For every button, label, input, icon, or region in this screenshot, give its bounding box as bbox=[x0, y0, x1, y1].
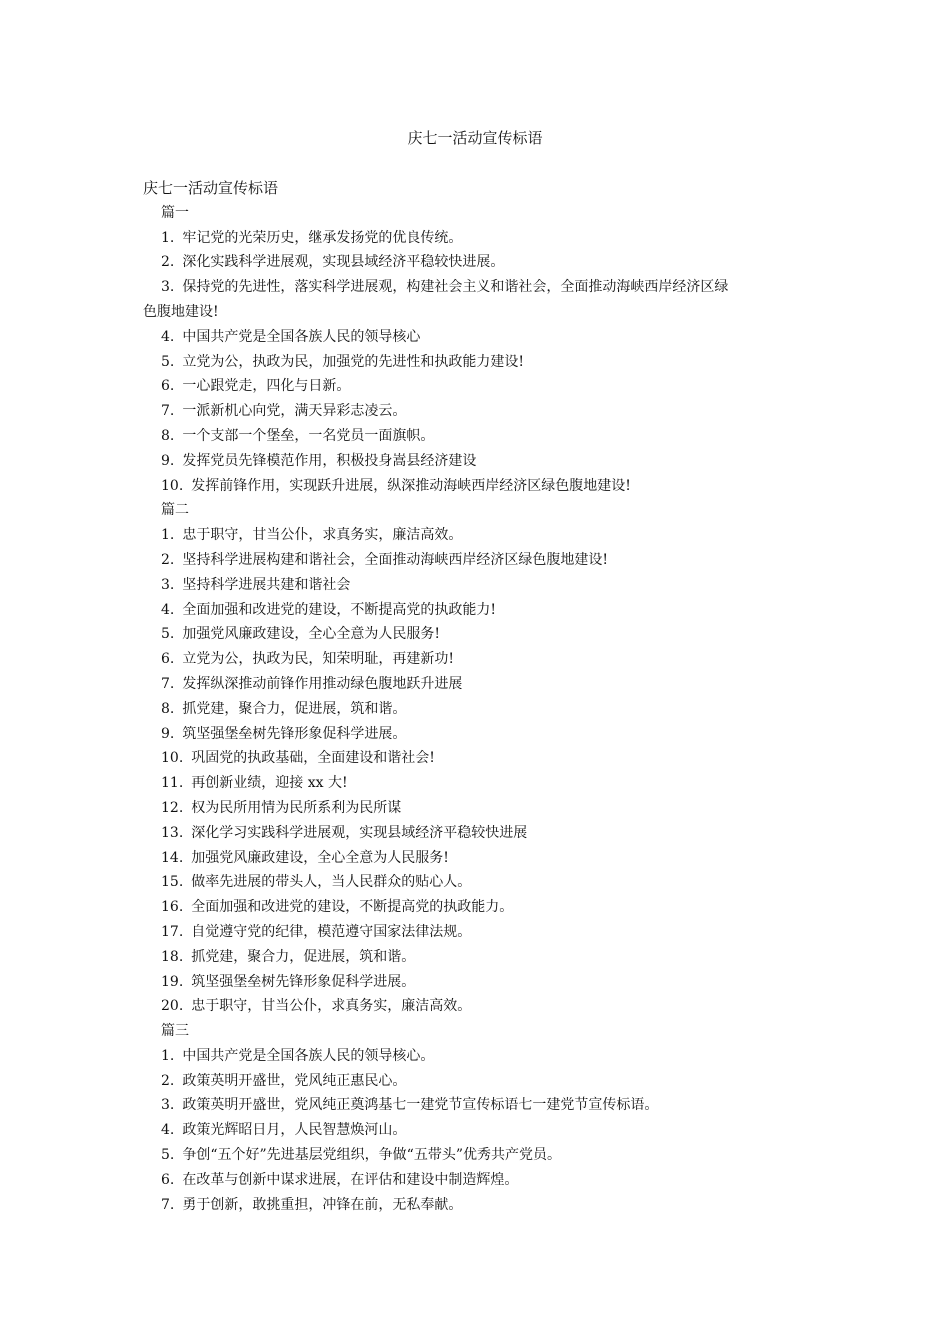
item-text: 全面加强和改进党的建设，不断提高党的执政能力! bbox=[182, 601, 496, 618]
item-number: 17. bbox=[161, 923, 184, 940]
list-item bbox=[143, 250, 815, 275]
item-text: 深化实践科学进展观，实现县域经济平稳较快进展。 bbox=[182, 254, 505, 271]
item-number: 3. bbox=[161, 1097, 175, 1114]
item-text: 巩固党的执政基础，全面建设和谐社会! bbox=[191, 750, 435, 767]
list-item bbox=[143, 1168, 815, 1193]
item-text: 深化学习实践科学进展观，实现县域经济平稳较快进展 bbox=[191, 824, 528, 841]
item-number: 11. bbox=[161, 775, 184, 792]
item-text: 发挥纵深推动前锋作用推动绿色腹地跃升进展 bbox=[182, 675, 463, 692]
item-text: 中国共产党是全国各族人民的领导核心 bbox=[182, 328, 421, 345]
list-item bbox=[143, 821, 815, 846]
list-item bbox=[143, 722, 815, 747]
item-text: 自觉遵守党的纪律，模范遵守国家法律法规。 bbox=[191, 923, 472, 940]
item-text: 政策英明开盛世，党风纯正奠鸿基七一建党节宣传标语七一建党节宣传标语。 bbox=[182, 1097, 659, 1114]
item-text: 坚持科学进展构建和谐社会，全面推动海峡西岸经济区绿色腹地建设! bbox=[182, 551, 608, 568]
list-item bbox=[143, 1143, 815, 1168]
sections-container bbox=[143, 201, 815, 1218]
item-text: 筑坚强堡垒树先锋形象促科学进展。 bbox=[182, 725, 407, 742]
item-number: 14. bbox=[161, 849, 184, 866]
item-number: 9. bbox=[161, 725, 175, 742]
list-item bbox=[143, 1093, 815, 1118]
item-text: 加强党风廉政建设，全心全意为人民服务! bbox=[182, 626, 440, 643]
item-text: 立党为公，执政为民，知荣明耻，再建新功! bbox=[182, 651, 454, 668]
document-body bbox=[143, 176, 815, 1217]
item-number: 9. bbox=[161, 452, 175, 469]
item-number: 4. bbox=[161, 328, 175, 345]
item-number: 7. bbox=[161, 1196, 175, 1213]
item-text: 全面加强和改进党的建设，不断提高党的执政能力。 bbox=[191, 899, 514, 916]
list-item bbox=[143, 548, 815, 573]
item-text: 保持党的先进性，落实科学进展观，构建社会主义和谐社会，全面推动海峡西岸经济区绿 bbox=[182, 279, 729, 296]
list-item bbox=[143, 846, 815, 871]
item-text: 加强党风廉政建设，全心全意为人民服务! bbox=[191, 849, 449, 866]
item-number: 6. bbox=[161, 378, 175, 395]
item-number: 2. bbox=[161, 254, 175, 271]
item-text: 勇于创新，敢挑重担，冲锋在前，无私奉献。 bbox=[182, 1196, 463, 1213]
section-label: 篇二 bbox=[161, 502, 189, 519]
list-item bbox=[143, 870, 815, 895]
list-item bbox=[143, 672, 815, 697]
item-text: 忠于职守，甘当公仆，求真务实，廉洁高效。 bbox=[191, 998, 472, 1015]
item-text: 发挥前锋作用，实现跃升进展，纵深推动海峡西岸经济区绿色腹地建设! bbox=[191, 477, 631, 494]
list-item bbox=[143, 374, 815, 399]
list-item bbox=[143, 622, 815, 647]
item-text: 一个支部一个堡垒，一名党员一面旗帜。 bbox=[182, 427, 435, 444]
item-number: 19. bbox=[161, 973, 184, 990]
item-number: 16. bbox=[161, 899, 184, 916]
section-label: 篇三 bbox=[161, 1023, 189, 1040]
item-number: 8. bbox=[161, 700, 175, 717]
document-heading: 庆七一活动宣传标语 bbox=[143, 179, 279, 197]
item-text: 做率先进展的带头人，当人民群众的贴心人。 bbox=[191, 874, 472, 891]
item-text: 立党为公，执政为民，加强党的先进性和执政能力建设! bbox=[182, 353, 524, 370]
list-item bbox=[143, 399, 815, 424]
item-text: 政策英明开盛世，党风纯正惠民心。 bbox=[182, 1072, 407, 1089]
item-number: 12. bbox=[161, 799, 184, 816]
item-number: 18. bbox=[161, 948, 184, 965]
item-text: 中国共产党是全国各族人民的领导核心。 bbox=[182, 1047, 435, 1064]
list-item bbox=[143, 1193, 815, 1218]
list-item bbox=[143, 796, 815, 821]
list-item bbox=[143, 325, 815, 350]
item-number: 6. bbox=[161, 651, 175, 668]
list-item bbox=[143, 598, 815, 623]
list-item bbox=[143, 449, 815, 474]
item-number: 15. bbox=[161, 874, 184, 891]
list-item bbox=[143, 275, 815, 300]
item-number: 6. bbox=[161, 1171, 175, 1188]
page-title: 庆七一活动宣传标语 bbox=[407, 129, 543, 147]
item-number: 4. bbox=[161, 601, 175, 618]
list-item bbox=[143, 350, 815, 375]
list-item bbox=[143, 1044, 815, 1069]
item-text: 忠于职守，甘当公仆，求真务实，廉洁高效。 bbox=[182, 527, 463, 544]
item-text: 政策光辉昭日月，人民智慧焕河山。 bbox=[182, 1122, 407, 1139]
list-item bbox=[143, 970, 815, 995]
list-item bbox=[143, 746, 815, 771]
item-number: 5. bbox=[161, 353, 175, 370]
item-number: 10. bbox=[161, 750, 184, 767]
item-number: 7. bbox=[161, 403, 175, 420]
item-text: 坚持科学进展共建和谐社会 bbox=[182, 576, 351, 593]
item-text: 争创“五个好”先进基层党组织，争做“五带头”优秀共产党员。 bbox=[182, 1147, 561, 1164]
item-number: 8. bbox=[161, 427, 175, 444]
list-item bbox=[143, 920, 815, 945]
item-number: 1. bbox=[161, 527, 175, 544]
list-item bbox=[143, 573, 815, 598]
list-item bbox=[143, 647, 815, 672]
item-text: 发挥党员先锋模范作用，积极投身嵩县经济建设 bbox=[182, 452, 477, 469]
item-number: 20. bbox=[161, 998, 184, 1015]
item-text: 筑坚强堡垒树先锋形象促科学进展。 bbox=[191, 973, 416, 990]
item-text: 牢记党的光荣历史，继承发扬党的优良传统。 bbox=[182, 229, 463, 246]
item-text: 在改革与创新中谋求进展，在评估和建设中制造辉煌。 bbox=[182, 1171, 519, 1188]
list-item bbox=[143, 1069, 815, 1094]
list-item bbox=[143, 1118, 815, 1143]
list-item bbox=[143, 424, 815, 449]
section-label: 篇一 bbox=[161, 204, 189, 221]
item-number: 1. bbox=[161, 229, 175, 246]
list-item bbox=[143, 895, 815, 920]
list-item bbox=[143, 474, 815, 499]
list-item bbox=[143, 226, 815, 251]
item-text: 一心跟党走，四化与日新。 bbox=[182, 378, 351, 395]
item-number: 7. bbox=[161, 675, 175, 692]
item-number: 10. bbox=[161, 477, 184, 494]
item-text-continuation: 色腹地建设! bbox=[143, 303, 219, 320]
item-number: 5. bbox=[161, 626, 175, 643]
item-number: 3. bbox=[161, 576, 175, 593]
item-number: 2. bbox=[161, 551, 175, 568]
item-text: 抓党建，聚合力，促进展，筑和谐。 bbox=[191, 948, 416, 965]
item-number: 3. bbox=[161, 279, 175, 296]
item-number: 5. bbox=[161, 1147, 175, 1164]
list-item bbox=[143, 523, 815, 548]
item-number: 13. bbox=[161, 824, 184, 841]
item-number: 1. bbox=[161, 1047, 175, 1064]
list-item bbox=[143, 994, 815, 1019]
item-text: 再创新业绩，迎接 xx 大! bbox=[191, 775, 348, 792]
list-item bbox=[143, 945, 815, 970]
list-item bbox=[143, 697, 815, 722]
item-text: 一派新机心向党，满天异彩志凌云。 bbox=[182, 403, 407, 420]
item-text: 权为民所用情为民所系利为民所谋 bbox=[191, 799, 402, 816]
item-number: 4. bbox=[161, 1122, 175, 1139]
item-number: 2. bbox=[161, 1072, 175, 1089]
item-text: 抓党建，聚合力，促进展，筑和谐。 bbox=[182, 700, 407, 717]
list-item bbox=[143, 771, 815, 796]
